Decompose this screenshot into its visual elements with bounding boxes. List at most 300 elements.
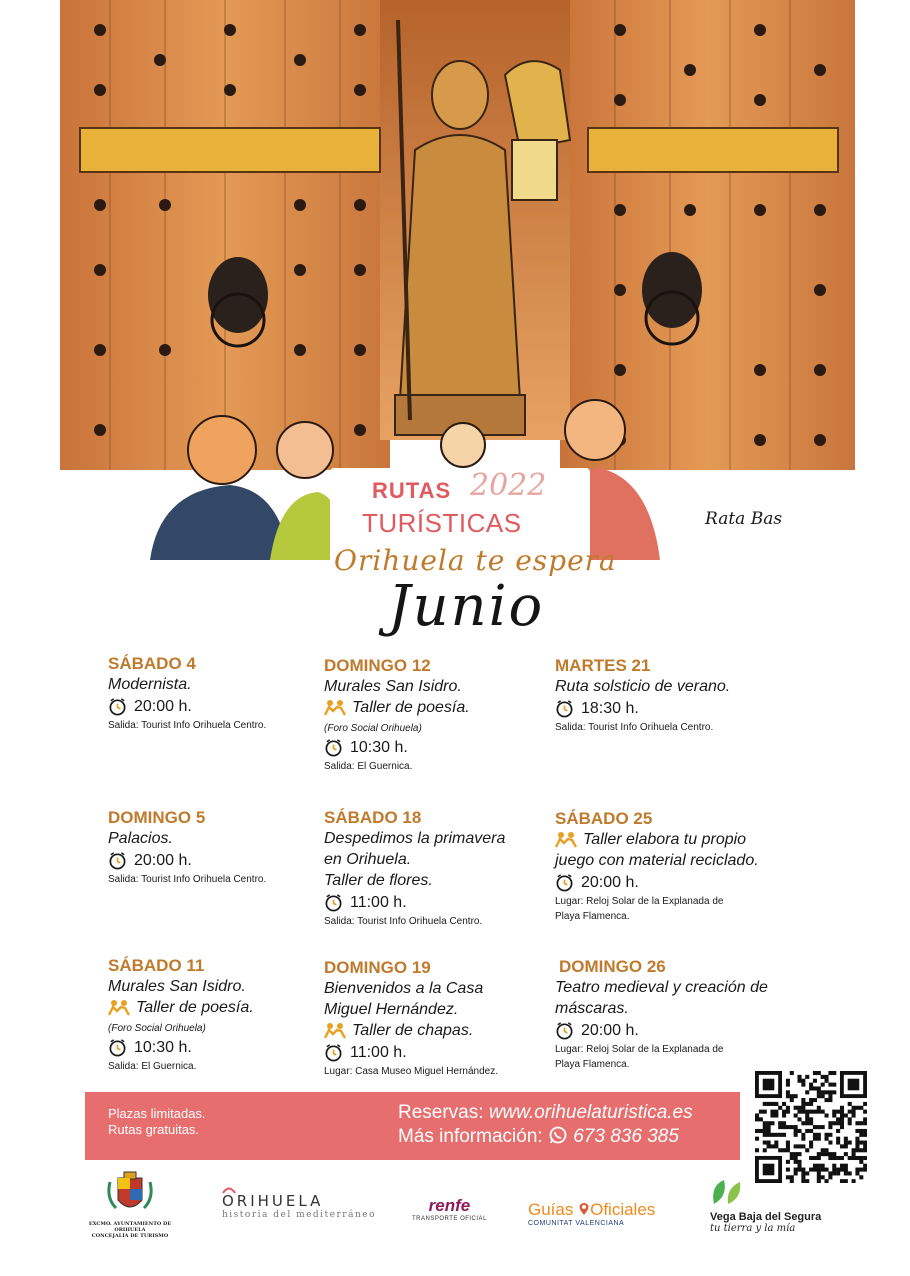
qr-module	[794, 1171, 798, 1175]
qr-module	[805, 1171, 809, 1175]
qr-module	[825, 1079, 829, 1083]
qr-module	[832, 1090, 836, 1094]
event-sabado-18	[324, 807, 554, 929]
event-place: Salida: Tourist Info Orihuela Centro.	[108, 720, 267, 731]
logo-guias-oficiales	[528, 1200, 655, 1227]
workshop-icon	[555, 831, 577, 849]
qr-module	[840, 1156, 844, 1160]
event-time	[108, 1036, 338, 1059]
qr-module	[755, 1129, 759, 1133]
vega-baja-tagline: tu tierra y la mía	[710, 1223, 796, 1234]
clock-icon	[324, 893, 343, 912]
qr-module	[863, 1148, 867, 1152]
qr-module	[767, 1102, 771, 1106]
qr-module	[797, 1144, 801, 1148]
qr-module	[863, 1117, 867, 1121]
qr-module	[817, 1133, 821, 1137]
event-title: Modernista.	[108, 676, 192, 693]
event-sabado-11	[108, 955, 338, 1074]
qr-module	[797, 1079, 801, 1083]
vega-baja-name: Vega Baja del Segura	[710, 1211, 822, 1223]
qr-module	[863, 1168, 867, 1172]
event-time	[324, 736, 554, 759]
event-title: Miguel Hernández.	[324, 1001, 459, 1018]
plazas-limitadas: Plazas limitadas.	[108, 1106, 206, 1121]
qr-module	[848, 1110, 852, 1114]
qr-module	[767, 1141, 771, 1145]
qr-module	[836, 1156, 840, 1160]
qr-module	[852, 1110, 856, 1114]
qr-module	[817, 1110, 821, 1114]
qr-module	[836, 1117, 840, 1121]
event-time-text: 20:00 h.	[581, 1022, 639, 1039]
title-turisticas: TURÍSTICAS	[362, 508, 522, 538]
right-door	[560, 0, 855, 470]
logo-vega-baja	[710, 1178, 821, 1234]
qr-module	[805, 1121, 809, 1125]
event-sabado-25	[555, 808, 805, 924]
qr-module	[817, 1164, 821, 1168]
qr-module	[813, 1079, 817, 1083]
qr-module	[755, 1113, 759, 1117]
qr-finder	[848, 1079, 860, 1091]
qr-module	[770, 1121, 774, 1125]
qr-module	[855, 1171, 859, 1175]
qr-module	[790, 1156, 794, 1160]
qr-module	[790, 1098, 794, 1102]
qr-module	[836, 1171, 840, 1175]
qr-module	[770, 1144, 774, 1148]
event-workshop-text: Taller elabora tu propio	[583, 831, 747, 848]
qr-module	[805, 1117, 809, 1121]
qr-module	[774, 1113, 778, 1117]
qr-module	[767, 1144, 771, 1148]
qr-module	[859, 1121, 863, 1125]
qr-module	[774, 1110, 778, 1114]
banner-contact	[398, 1101, 693, 1149]
qr-module	[813, 1168, 817, 1172]
qr-module	[797, 1110, 801, 1114]
qr-module	[863, 1110, 867, 1114]
guias-oficiales-name	[528, 1200, 655, 1220]
qr-module	[848, 1171, 852, 1175]
qr-module	[801, 1083, 805, 1087]
qr-module	[755, 1117, 759, 1121]
qr-module	[797, 1117, 801, 1121]
qr-module	[794, 1106, 798, 1110]
qr-finder	[763, 1079, 775, 1091]
qr-module	[863, 1133, 867, 1137]
whatsapp-icon	[548, 1125, 568, 1145]
qr-module	[828, 1171, 832, 1175]
qr-module	[859, 1175, 863, 1179]
qr-module	[828, 1090, 832, 1094]
event-day: DOMINGO 5	[108, 808, 206, 827]
qr-module	[801, 1144, 805, 1148]
info-label: Más información:	[398, 1126, 543, 1147]
event-time-text: 20:00 h.	[134, 852, 192, 869]
qr-module	[844, 1171, 848, 1175]
qr-module	[801, 1110, 805, 1114]
title-tagline: Orihuela te espera	[334, 544, 617, 577]
event-place: Lugar: Reloj Solar de la Explanada de	[555, 896, 724, 907]
qr-module	[844, 1113, 848, 1117]
qr-module	[836, 1168, 840, 1172]
qr-module	[817, 1137, 821, 1141]
event-sabado-4	[108, 653, 338, 733]
event-domingo-5	[108, 807, 338, 887]
workshop-icon	[108, 999, 130, 1017]
oficiales-word: Oficiales	[590, 1200, 656, 1219]
event-workshop-text: juego con material reciclado.	[555, 852, 759, 869]
qr-module	[863, 1144, 867, 1148]
event-time-text: 10:30 h.	[134, 1039, 192, 1056]
qr-module	[825, 1098, 829, 1102]
qr-module	[763, 1110, 767, 1114]
event-note: (Foro Social Orihuela)	[108, 1023, 206, 1034]
qr-module	[763, 1125, 767, 1129]
qr-module	[848, 1117, 852, 1121]
qr-module	[805, 1090, 809, 1094]
qr-module	[855, 1121, 859, 1125]
event-workshop	[324, 697, 554, 718]
qr-module	[817, 1071, 821, 1075]
qr-module	[825, 1148, 829, 1152]
clock-icon	[324, 738, 343, 757]
qr-module	[817, 1094, 821, 1098]
event-time	[324, 1041, 554, 1064]
qr-module	[774, 1144, 778, 1148]
qr-module	[809, 1121, 813, 1125]
workshop-icon	[324, 699, 346, 717]
qr-module	[782, 1133, 786, 1137]
qr-module	[794, 1144, 798, 1148]
qr-module	[817, 1125, 821, 1129]
qr-module	[797, 1168, 801, 1172]
event-title: Murales San Isidro.	[324, 678, 462, 695]
orihuela-name: ORIHUELA	[222, 1192, 324, 1210]
qr-module	[825, 1168, 829, 1172]
qr-module	[782, 1102, 786, 1106]
event-place: Salida: Tourist Info Orihuela Centro.	[108, 874, 267, 885]
workshop-icon	[324, 1022, 346, 1040]
qr-module	[863, 1121, 867, 1125]
qr-module	[852, 1156, 856, 1160]
qr-module	[767, 1133, 771, 1137]
title-rutas: RUTAS	[372, 478, 452, 503]
qr-module	[805, 1110, 809, 1114]
qr-module	[832, 1121, 836, 1125]
qr-module	[767, 1125, 771, 1129]
event-day: DOMINGO 12	[324, 656, 431, 675]
event-place: Lugar: Reloj Solar de la Explanada de	[555, 1044, 724, 1055]
qr-module	[828, 1152, 832, 1156]
banner-notes	[108, 1106, 206, 1138]
qr-module	[809, 1102, 813, 1106]
qr-module	[840, 1168, 844, 1172]
event-place: Lugar: Casa Museo Miguel Hernández.	[324, 1066, 498, 1077]
qr-module	[852, 1106, 856, 1110]
ayuntamiento-name: EXCMO. AYUNTAMIENTO DE ORIHUELA	[88, 1221, 172, 1233]
qr-module	[836, 1141, 840, 1145]
qr-module	[832, 1168, 836, 1172]
event-title: Murales San Isidro.	[108, 978, 246, 995]
qr-module	[832, 1083, 836, 1087]
renfe-tagline: TRANSPORTE OFICIAL	[412, 1216, 487, 1222]
qr-module	[825, 1133, 829, 1137]
qr-module	[832, 1156, 836, 1160]
qr-code[interactable]	[755, 1071, 867, 1183]
qr-module	[790, 1071, 794, 1075]
guias-word: Guías	[528, 1200, 574, 1219]
logo-ayuntamiento	[80, 1170, 180, 1239]
qr-module	[848, 1156, 852, 1160]
qr-module	[828, 1121, 832, 1125]
qr-module	[759, 1110, 763, 1114]
qr-module	[855, 1156, 859, 1160]
qr-module	[794, 1156, 798, 1160]
right-crossbar	[588, 128, 838, 172]
title-year: 2022	[470, 468, 547, 503]
qr-module	[840, 1125, 844, 1129]
qr-finder	[763, 1164, 775, 1176]
event-workshop	[555, 829, 805, 850]
qr-module	[828, 1094, 832, 1098]
qr-module	[828, 1098, 832, 1102]
qr-module	[848, 1121, 852, 1125]
qr-module	[840, 1117, 844, 1121]
qr-module	[855, 1144, 859, 1148]
qr-module	[836, 1137, 840, 1141]
qr-module	[844, 1164, 848, 1168]
event-day: SÁBADO 4	[108, 654, 196, 673]
event-title: Palacios.	[108, 830, 173, 847]
renfe-name: renfe	[428, 1196, 471, 1215]
qr-module	[813, 1071, 817, 1075]
qr-module	[763, 1133, 767, 1137]
qr-module	[755, 1137, 759, 1141]
qr-module	[809, 1083, 813, 1087]
qr-module	[774, 1141, 778, 1145]
qr-module	[817, 1086, 821, 1090]
qr-module	[755, 1148, 759, 1152]
event-place: Playa Flamenca.	[555, 911, 630, 922]
qr-module	[817, 1156, 821, 1160]
qr-module	[848, 1141, 852, 1145]
qr-module	[832, 1110, 836, 1114]
qr-module	[825, 1152, 829, 1156]
qr-module	[836, 1129, 840, 1133]
qr-module	[774, 1133, 778, 1137]
qr-module	[859, 1148, 863, 1152]
qr-module	[821, 1083, 825, 1087]
qr-module	[813, 1098, 817, 1102]
qr-module	[797, 1075, 801, 1079]
qr-module	[828, 1156, 832, 1160]
qr-module	[863, 1164, 867, 1168]
qr-module	[794, 1168, 798, 1172]
qr-module	[782, 1110, 786, 1114]
event-day: DOMINGO 26	[559, 957, 666, 976]
qr-module	[801, 1137, 805, 1141]
qr-module	[790, 1125, 794, 1129]
qr-module	[817, 1106, 821, 1110]
qr-module	[813, 1086, 817, 1090]
qr-module	[825, 1137, 829, 1141]
event-time-text: 11:00 h.	[350, 894, 407, 911]
qr-module	[859, 1160, 863, 1164]
qr-module	[855, 1106, 859, 1110]
qr-module	[809, 1156, 813, 1160]
event-day: MARTES 21	[555, 656, 651, 675]
event-title: Teatro medieval y creación de	[555, 979, 768, 996]
qr-module	[828, 1083, 832, 1087]
event-place: Salida: Tourist Info Orihuela Centro.	[555, 722, 714, 733]
qr-module	[825, 1090, 829, 1094]
event-time	[108, 849, 338, 872]
qr-module	[786, 1094, 790, 1098]
event-note: (Foro Social Orihuela)	[324, 723, 422, 734]
qr-module	[852, 1152, 856, 1156]
qr-module	[840, 1113, 844, 1117]
qr-module	[786, 1106, 790, 1110]
qr-module	[794, 1125, 798, 1129]
qr-module	[801, 1171, 805, 1175]
qr-module	[821, 1110, 825, 1114]
reservas-link[interactable]: www.orihuelaturistica.es	[488, 1102, 693, 1123]
event-time-text: 18:30 h.	[581, 700, 639, 717]
qr-module	[813, 1137, 817, 1141]
reservas-label: Reservas:	[398, 1102, 484, 1123]
qr-module	[786, 1110, 790, 1114]
qr-module	[840, 1121, 844, 1125]
event-place: Playa Flamenca.	[555, 1059, 630, 1070]
qr-module	[805, 1148, 809, 1152]
qr-module	[832, 1113, 836, 1117]
qr-module	[809, 1144, 813, 1148]
event-time-text: 10:30 h.	[350, 739, 408, 756]
qr-module	[794, 1133, 798, 1137]
qr-module	[844, 1137, 848, 1141]
qr-module	[801, 1106, 805, 1110]
qr-module	[825, 1075, 829, 1079]
logo-renfe	[412, 1196, 487, 1222]
title-month: Junio	[388, 574, 545, 639]
qr-module	[786, 1148, 790, 1152]
qr-module	[852, 1179, 856, 1183]
orihuela-tagline: historia del mediterráneo	[222, 1210, 377, 1220]
qr-module	[763, 1148, 767, 1152]
qr-module	[794, 1160, 798, 1164]
qr-module	[794, 1129, 798, 1133]
qr-module	[786, 1144, 790, 1148]
qr-module	[809, 1110, 813, 1114]
event-time-text: 20:00 h.	[581, 874, 639, 891]
concejalia-name: CONCEJALÍA DE TURISMO	[91, 1233, 169, 1239]
qr-module	[805, 1102, 809, 1106]
qr-module	[786, 1141, 790, 1145]
event-title: Taller de flores.	[324, 872, 433, 889]
qr-module	[855, 1129, 859, 1133]
qr-module	[763, 1102, 767, 1106]
event-workshop-text: Taller de poesía.	[352, 699, 470, 716]
event-place: Salida: El Guernica.	[108, 1061, 197, 1072]
qr-module	[782, 1121, 786, 1125]
event-domingo-26	[555, 956, 805, 1072]
qr-module	[801, 1079, 805, 1083]
qr-module	[821, 1075, 825, 1079]
qr-module	[828, 1125, 832, 1129]
qr-module	[844, 1179, 848, 1183]
qr-module	[863, 1141, 867, 1145]
event-time	[555, 1019, 805, 1042]
clock-icon	[324, 1043, 343, 1062]
qr-module	[832, 1164, 836, 1168]
qr-module	[836, 1110, 840, 1114]
qr-module	[778, 1133, 782, 1137]
qr-module	[794, 1094, 798, 1098]
qr-module	[825, 1113, 829, 1117]
qr-module	[836, 1121, 840, 1125]
qr-module	[840, 1110, 844, 1114]
qr-module	[809, 1117, 813, 1121]
guias-oficiales-region: COMUNITAT VALENCIANA	[528, 1220, 625, 1227]
event-workshop	[324, 1020, 554, 1041]
qr-module	[786, 1090, 790, 1094]
qr-module	[805, 1129, 809, 1133]
qr-module	[817, 1090, 821, 1094]
qr-module	[809, 1129, 813, 1133]
event-workshop	[108, 997, 338, 1018]
qr-module	[840, 1106, 844, 1110]
qr-module	[786, 1083, 790, 1087]
qr-module	[770, 1102, 774, 1106]
phone-number[interactable]: 673 836 385	[573, 1126, 679, 1147]
qr-module	[859, 1141, 863, 1145]
qr-module	[801, 1168, 805, 1172]
event-time	[108, 695, 338, 718]
qr-module	[790, 1094, 794, 1098]
qr-module	[805, 1113, 809, 1117]
event-martes-21	[555, 655, 785, 735]
qr-module	[809, 1098, 813, 1102]
rutas-gratuitas: Rutas gratuitas.	[108, 1122, 200, 1137]
qr-module	[805, 1075, 809, 1079]
qr-module	[828, 1071, 832, 1075]
qr-module	[797, 1129, 801, 1133]
qr-module	[778, 1148, 782, 1152]
event-title: en Orihuela.	[324, 851, 412, 868]
qr-module	[813, 1133, 817, 1137]
qr-module	[809, 1168, 813, 1172]
qr-module	[821, 1152, 825, 1156]
qr-module	[828, 1133, 832, 1137]
qr-code-graphic	[755, 1071, 867, 1183]
qr-module	[817, 1168, 821, 1172]
qr-module	[786, 1160, 790, 1164]
clock-icon	[108, 1038, 127, 1057]
qr-module	[859, 1168, 863, 1172]
qr-module	[840, 1179, 844, 1183]
clock-icon	[108, 851, 127, 870]
event-workshop-text: Taller de chapas.	[352, 1022, 474, 1039]
qr-module	[770, 1133, 774, 1137]
map-pin-icon	[578, 1202, 590, 1216]
qr-module	[817, 1171, 821, 1175]
event-day: SÁBADO 18	[324, 808, 422, 827]
qr-module	[801, 1098, 805, 1102]
qr-module	[855, 1148, 859, 1152]
